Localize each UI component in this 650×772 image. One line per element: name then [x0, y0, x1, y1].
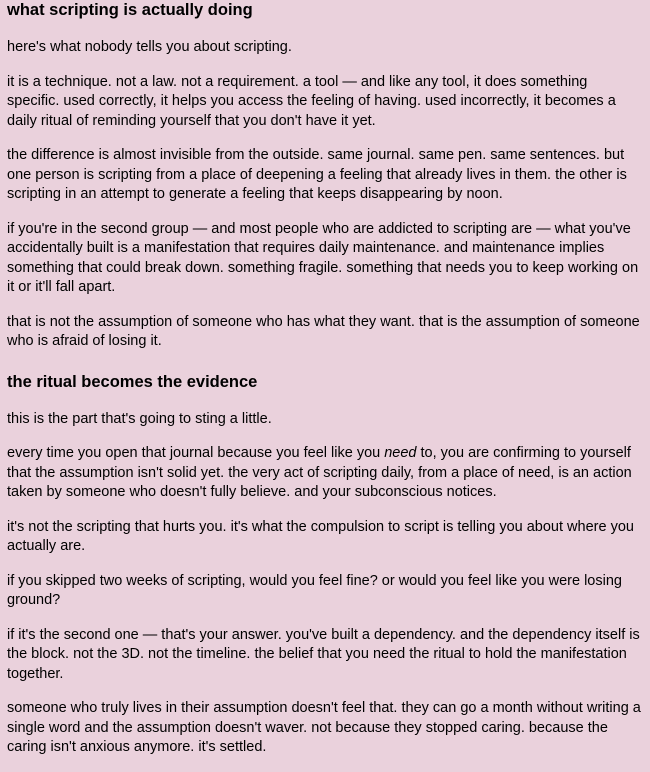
emphasis-need: need	[384, 445, 417, 461]
paragraph	[7, 444, 642, 503]
paragraph: that is not the assumption of someone who has what they want. that is the assumption of someone who is afraid of losing it.	[7, 313, 640, 349]
section-heading-what-scripting-is-doing: what scripting is actually doing	[7, 1, 253, 19]
paragraph: here's what nobody tells you about scripting.	[7, 39, 292, 55]
paragraph: this is the part that's going to sting a little.	[7, 410, 272, 427]
paragraph-text-after: to, you are confirming to yourself that the assumption isn't solid yet. the very act of scripting daily, from a place of need, is an action taken by someone who doesn't fully believe. and your subconscious notices.	[7, 445, 632, 500]
paragraph: if it's the second one — that's your answer. you've built a dependency. and the dependency itself is the block. not the 3D. not the timeline. the belief that you need the ritual to hold the manifestation together.	[7, 626, 640, 682]
paragraph: the difference is almost invisible from the outside. same journal. same pen. same sentences. but one person is scripting from a place of deepening a feeling that already lives in them. the other is scripting in an attempt to generate a feeling that keeps disappearing by noon.	[7, 147, 627, 202]
paragraph: if you skipped two weeks of scripting, would you feel fine? or would you feel like you were losing ground?	[7, 572, 622, 608]
section-heading-ritual-becomes-evidence: the ritual becomes the evidence	[7, 372, 258, 391]
paragraph: it's not the scripting that hurts you. it's what the compulsion to script is telling you about where you actually are.	[7, 518, 634, 554]
paragraph: if you're in the second group — and most people who are addicted to scripting are — what you've accidentally built is a manifestation that requires daily maintenance. and maintenance implies something that could break down. something fragile. something that needs you to keep working on it or it'll fall apart.	[7, 220, 639, 295]
paragraph-text-before: every time you open that journal because you feel like you	[7, 445, 385, 461]
paragraph: someone who truly lives in their assumption doesn't feel that. they can go a month without writing a single word and the assumption doesn't waver. not because they stopped caring. because the caring isn't anxious anymore. it's settled.	[7, 700, 641, 755]
paragraph: it is a technique. not a law. not a requirement. a tool — and like any tool, it does something specific. used correctly, it helps you access the feeling of having. used incorrectly, it becomes a daily ritual of reminding yourself that you don't have it yet.	[7, 73, 616, 129]
